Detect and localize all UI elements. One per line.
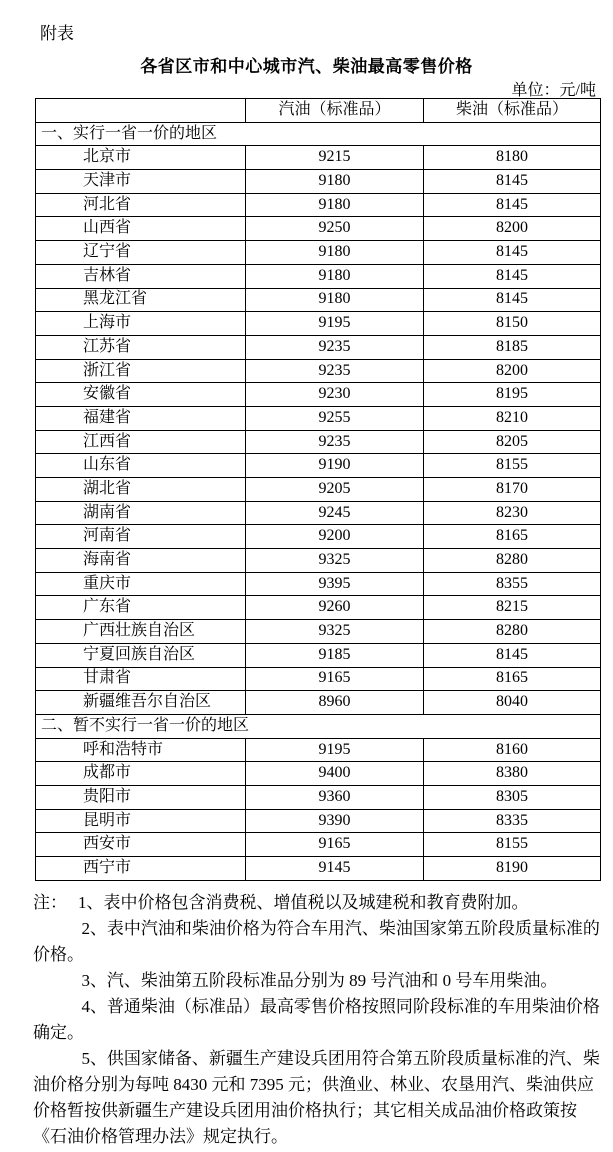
region-cell: 贵阳市 bbox=[36, 785, 246, 809]
table-row bbox=[36, 478, 601, 502]
region-cell: 安徽省 bbox=[36, 383, 246, 407]
table-row bbox=[36, 572, 601, 596]
diesel-price-cell: 8185 bbox=[424, 335, 601, 359]
region-cell: 广西壮族自治区 bbox=[36, 620, 246, 644]
diesel-price-cell: 8155 bbox=[424, 454, 601, 478]
table-row bbox=[36, 738, 601, 762]
note-item-3: 3、汽、柴油第五阶段标准品分别为 89 号汽油和 0 号车用柴油。 bbox=[81, 971, 558, 990]
note-item-1 bbox=[33, 890, 600, 916]
diesel-price-cell: 8305 bbox=[424, 785, 601, 809]
table-row bbox=[36, 217, 601, 241]
gasoline-price-cell: 9325 bbox=[246, 620, 424, 644]
region-cell: 重庆市 bbox=[36, 572, 246, 596]
gasoline-price-cell: 9215 bbox=[246, 146, 424, 170]
gasoline-price-cell: 9245 bbox=[246, 501, 424, 525]
gasoline-price-cell: 9145 bbox=[246, 857, 424, 881]
region-cell: 河南省 bbox=[36, 525, 246, 549]
table-row bbox=[36, 170, 601, 194]
table-row bbox=[36, 809, 601, 833]
diesel-price-cell: 8170 bbox=[424, 478, 601, 502]
diesel-price-cell: 8200 bbox=[424, 359, 601, 383]
gasoline-price-cell: 9195 bbox=[246, 312, 424, 336]
diesel-price-cell: 8195 bbox=[424, 383, 601, 407]
table-body bbox=[36, 122, 601, 880]
region-cell: 上海市 bbox=[36, 312, 246, 336]
table-row bbox=[36, 762, 601, 786]
table-row bbox=[36, 620, 601, 644]
table-header-row bbox=[36, 99, 601, 123]
diesel-price-cell: 8280 bbox=[424, 620, 601, 644]
diesel-price-cell: 8210 bbox=[424, 406, 601, 430]
table-row bbox=[36, 596, 601, 620]
notes-prefix: 注： bbox=[33, 893, 67, 912]
region-cell: 甘肃省 bbox=[36, 667, 246, 691]
region-cell: 成都市 bbox=[36, 762, 246, 786]
table-row bbox=[36, 312, 601, 336]
unit-label: 单位：元/吨 bbox=[511, 82, 596, 99]
region-cell: 宁夏回族自治区 bbox=[36, 643, 246, 667]
region-cell: 天津市 bbox=[36, 170, 246, 194]
diesel-price-cell: 8380 bbox=[424, 762, 601, 786]
diesel-price-cell: 8160 bbox=[424, 738, 601, 762]
gasoline-price-cell: 9235 bbox=[246, 335, 424, 359]
gasoline-price-cell: 8960 bbox=[246, 691, 424, 715]
table-row bbox=[36, 785, 601, 809]
header-gasoline-cell: 汽油（标准品） bbox=[246, 99, 424, 123]
diesel-price-cell: 8145 bbox=[424, 264, 601, 288]
gasoline-price-cell: 9180 bbox=[246, 288, 424, 312]
gasoline-price-cell: 9255 bbox=[246, 406, 424, 430]
gasoline-price-cell: 9165 bbox=[246, 667, 424, 691]
region-cell: 福建省 bbox=[36, 406, 246, 430]
diesel-price-cell: 8355 bbox=[424, 572, 601, 596]
gasoline-price-cell: 9400 bbox=[246, 762, 424, 786]
table-row bbox=[36, 146, 601, 170]
diesel-price-cell: 8165 bbox=[424, 667, 601, 691]
region-cell: 呼和浩特市 bbox=[36, 738, 246, 762]
table-row bbox=[36, 833, 601, 857]
note-text-1: 1、表中价格包含消费税、增值税以及城建税和教育费附加。 bbox=[78, 893, 529, 912]
table-row bbox=[36, 501, 601, 525]
gasoline-price-cell: 9360 bbox=[246, 785, 424, 809]
gasoline-price-cell: 9195 bbox=[246, 738, 424, 762]
section-label: 二、暂不实行一省一价的地区 bbox=[36, 714, 601, 738]
price-table bbox=[35, 98, 601, 881]
note-item-5: 5、供国家储备、新疆生产建设兵团用符合第五阶段质量标准的汽、柴油价格分别为每吨 8430 元和 7395 元；供渔业、林业、农垦用汽、柴油供应价格暂按供新疆生产建设兵团用油价格执行；其它相关成品油价格政策按《石油价格管理办法》规定执行。 bbox=[33, 1049, 600, 1146]
gasoline-price-cell: 9190 bbox=[246, 454, 424, 478]
table-head bbox=[36, 99, 601, 123]
diesel-price-cell: 8190 bbox=[424, 857, 601, 881]
table-row bbox=[36, 335, 601, 359]
diesel-price-cell: 8280 bbox=[424, 549, 601, 573]
diesel-price-cell: 8040 bbox=[424, 691, 601, 715]
table-row bbox=[36, 264, 601, 288]
region-cell: 吉林省 bbox=[36, 264, 246, 288]
gasoline-price-cell: 9235 bbox=[246, 430, 424, 454]
table-row bbox=[36, 454, 601, 478]
diesel-price-cell: 8145 bbox=[424, 643, 601, 667]
region-cell: 昆明市 bbox=[36, 809, 246, 833]
gasoline-price-cell: 9250 bbox=[246, 217, 424, 241]
table-row bbox=[36, 359, 601, 383]
table-row bbox=[36, 549, 601, 573]
table-row bbox=[36, 406, 601, 430]
table-row bbox=[36, 667, 601, 691]
diesel-price-cell: 8215 bbox=[424, 596, 601, 620]
gasoline-price-cell: 9325 bbox=[246, 549, 424, 573]
notes bbox=[33, 890, 600, 1150]
header-diesel-cell: 柴油（标准品） bbox=[424, 99, 601, 123]
gasoline-price-cell: 9180 bbox=[246, 241, 424, 265]
diesel-price-cell: 8145 bbox=[424, 170, 601, 194]
region-cell: 西宁市 bbox=[36, 857, 246, 881]
diesel-price-cell: 8205 bbox=[424, 430, 601, 454]
gasoline-price-cell: 9260 bbox=[246, 596, 424, 620]
table-row bbox=[36, 430, 601, 454]
region-cell: 黑龙江省 bbox=[36, 288, 246, 312]
gasoline-price-cell: 9395 bbox=[246, 572, 424, 596]
table-row bbox=[36, 288, 601, 312]
region-cell: 北京市 bbox=[36, 146, 246, 170]
region-cell: 湖北省 bbox=[36, 478, 246, 502]
region-cell: 浙江省 bbox=[36, 359, 246, 383]
gasoline-price-cell: 9180 bbox=[246, 170, 424, 194]
table-row bbox=[36, 193, 601, 217]
diesel-price-cell: 8165 bbox=[424, 525, 601, 549]
region-cell: 山西省 bbox=[36, 217, 246, 241]
region-cell: 西安市 bbox=[36, 833, 246, 857]
region-cell: 辽宁省 bbox=[36, 241, 246, 265]
table-row bbox=[36, 241, 601, 265]
table-row bbox=[36, 857, 601, 881]
table-row bbox=[36, 643, 601, 667]
table-row bbox=[36, 691, 601, 715]
page-title: 各省区市和中心城市汽、柴油最高零售价格 bbox=[140, 57, 473, 76]
diesel-price-cell: 8150 bbox=[424, 312, 601, 336]
gasoline-price-cell: 9390 bbox=[246, 809, 424, 833]
section-header-row bbox=[36, 714, 601, 738]
gasoline-price-cell: 9230 bbox=[246, 383, 424, 407]
region-cell: 山东省 bbox=[36, 454, 246, 478]
diesel-price-cell: 8145 bbox=[424, 193, 601, 217]
diesel-price-cell: 8180 bbox=[424, 146, 601, 170]
header-region-cell bbox=[36, 99, 246, 123]
gasoline-price-cell: 9180 bbox=[246, 264, 424, 288]
table-row bbox=[36, 525, 601, 549]
region-cell: 广东省 bbox=[36, 596, 246, 620]
diesel-price-cell: 8230 bbox=[424, 501, 601, 525]
annex-label: 附表 bbox=[40, 24, 74, 43]
gasoline-price-cell: 9205 bbox=[246, 478, 424, 502]
region-cell: 江苏省 bbox=[36, 335, 246, 359]
section-label: 一、实行一省一价的地区 bbox=[36, 122, 601, 146]
diesel-price-cell: 8145 bbox=[424, 241, 601, 265]
region-cell: 河北省 bbox=[36, 193, 246, 217]
region-cell: 海南省 bbox=[36, 549, 246, 573]
diesel-price-cell: 8200 bbox=[424, 217, 601, 241]
table-row bbox=[36, 383, 601, 407]
gasoline-price-cell: 9200 bbox=[246, 525, 424, 549]
gasoline-price-cell: 9235 bbox=[246, 359, 424, 383]
region-cell: 江西省 bbox=[36, 430, 246, 454]
gasoline-price-cell: 9180 bbox=[246, 193, 424, 217]
diesel-price-cell: 8335 bbox=[424, 809, 601, 833]
gasoline-price-cell: 9165 bbox=[246, 833, 424, 857]
region-cell: 新疆维吾尔自治区 bbox=[36, 691, 246, 715]
gasoline-price-cell: 9185 bbox=[246, 643, 424, 667]
diesel-price-cell: 8155 bbox=[424, 833, 601, 857]
diesel-price-cell: 8145 bbox=[424, 288, 601, 312]
note-item-2: 2、表中汽油和柴油价格为符合车用汽、柴油国家第五阶段质量标准的价格。 bbox=[33, 919, 600, 964]
section-header-row bbox=[36, 122, 601, 146]
note-item-4: 4、普通柴油（标准品）最高零售价格按照同阶段标准的车用柴油价格确定。 bbox=[33, 997, 600, 1042]
region-cell: 湖南省 bbox=[36, 501, 246, 525]
